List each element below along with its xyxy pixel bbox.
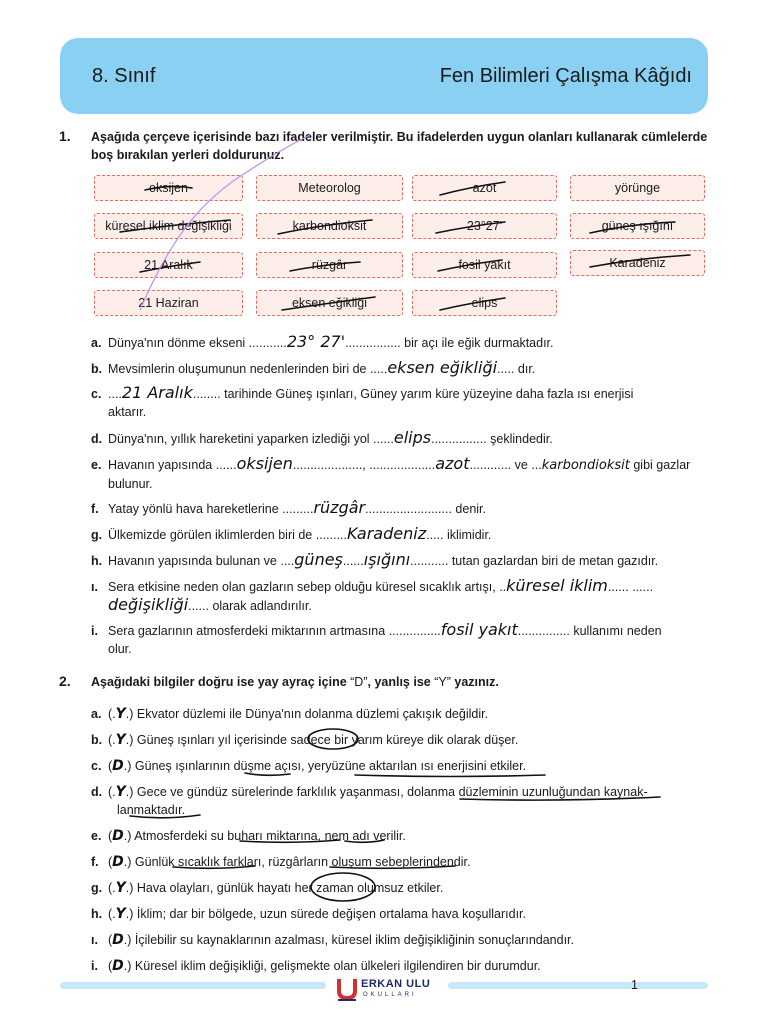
item-text: tarihinde Güneş ışınları, Güney yarım küre yüzeyine daha fazla ısı enerjisi xyxy=(220,387,634,401)
item-label: a. xyxy=(91,707,102,721)
handwritten-answer: fosil yakıt xyxy=(440,620,518,639)
item-text: ve xyxy=(511,458,532,472)
word-box: güneş ışığını xyxy=(570,213,705,239)
true-mark: “D” xyxy=(350,675,368,689)
item-text: kullanımı neden xyxy=(569,624,662,638)
handwritten-answer: Y xyxy=(115,880,126,896)
footer-bar-left xyxy=(60,982,326,989)
item-text: Yatay yönlü hava hareketlerine xyxy=(108,502,283,516)
handwritten-answer: D xyxy=(112,958,124,974)
logo-name: ERKAN ULU xyxy=(361,978,431,990)
question-1-text: Aşağıda çerçeve içerisinde bazı ifadeler verilmiştir. Bu ifadelerden uygun olanları kullanarak cümlelerde boş bırakılan yerleri doldurunuz. xyxy=(91,130,708,162)
statement-text: İçilebilir su kaynaklarının azalması, küresel iklim değişikliğinin sonuçlarındandır. xyxy=(131,933,574,947)
handwritten-answer: Y xyxy=(115,732,126,748)
handwritten-answer: D xyxy=(112,828,124,844)
item-label: c. xyxy=(91,387,102,401)
paren-close: .) xyxy=(123,959,132,973)
item-label: f. xyxy=(91,855,99,869)
item-text: Ülkemizde görülen iklimlerden biri de xyxy=(108,528,316,542)
paren-open: (. xyxy=(108,733,116,747)
word-box: 21 Aralık xyxy=(94,252,243,278)
item-label: g. xyxy=(91,881,103,895)
blank-dots: ...... xyxy=(215,458,237,472)
item-text: iklimidir. xyxy=(443,528,492,542)
word-box: oksijen xyxy=(94,175,243,201)
handwritten-answer: ışığını xyxy=(363,550,411,569)
item-text: Dünya'nın dönme ekseni xyxy=(108,336,249,350)
handwritten-answer: değişikliği xyxy=(108,595,189,614)
paren-open: (. xyxy=(108,907,116,921)
blank-dots: ............... xyxy=(388,624,441,638)
handwritten-answer: oksijen xyxy=(236,454,293,473)
paren-close: .) xyxy=(123,933,132,947)
item-text: tutan gazlardan biri de metan gazıdır. xyxy=(448,554,659,568)
statement-text: Günlük sıcaklık farkları, rüzgârların oluşum sebeplerindendir. xyxy=(131,855,471,869)
statement-text: Hava olayları, günlük hayatı her zaman olumsuz etkiler. xyxy=(133,881,444,895)
item-text: Dünya'nın, yıllık hareketini yaparken izlediği yol xyxy=(108,432,374,446)
school-logo xyxy=(336,976,432,1004)
item-label: h. xyxy=(91,907,103,921)
item-text: aktarır. xyxy=(108,405,147,419)
word-box: eksen eğikliği xyxy=(256,290,403,316)
blank-dots: ............... xyxy=(517,624,570,638)
handwritten-answer: D xyxy=(112,932,124,948)
word-box: Meteorolog xyxy=(256,175,403,201)
blank-dots: ...... xyxy=(373,432,394,446)
item-label: e. xyxy=(91,829,102,843)
blank-dots: ..... xyxy=(369,362,388,376)
item-text: şeklindedir. xyxy=(486,432,553,446)
paren-open: (. xyxy=(108,707,116,721)
statement-text: Gece ve gündüz sürelerinde farklılık yaşanması, dolanma düzleminin uzunluğundan kaynak- xyxy=(133,785,648,799)
blank-dots: ................ xyxy=(431,432,487,446)
item-label: d. xyxy=(91,785,103,799)
item-label: ı. xyxy=(91,580,98,594)
item-label: g. xyxy=(91,528,103,542)
item-text: Havanın yapısında xyxy=(108,458,216,472)
worksheet-title: Fen Bilimleri Çalışma Kâğıdı xyxy=(439,65,692,87)
item-label: i. xyxy=(91,959,98,973)
instruction-text: Aşağıdaki bilgiler doğru ise yay ayraç içine xyxy=(91,675,351,689)
paren-open: ( xyxy=(108,959,113,973)
word-box: 23°27' xyxy=(412,213,557,239)
item-text: bulunur. xyxy=(108,477,153,491)
handwritten-answer: azot xyxy=(435,454,470,473)
handwritten-answer: 21 Aralık xyxy=(121,383,193,402)
blank-dots: ...... xyxy=(188,599,209,613)
blank-dots: ................ xyxy=(345,336,401,350)
blank-dots: .... xyxy=(280,554,295,568)
word-box: azot xyxy=(412,175,557,201)
blank-dots: ............ xyxy=(469,458,512,472)
blank-dots: ... xyxy=(531,458,542,472)
grade-label: 8. Sınıf xyxy=(92,65,156,87)
logo-icon xyxy=(336,976,358,1002)
handwritten-answer: güneş xyxy=(294,550,343,569)
word-box: yörünge xyxy=(570,175,705,201)
item-text: Sera gazlarının atmosferdeki miktarının artmasına xyxy=(108,624,389,638)
item-label: c. xyxy=(91,759,102,773)
item-label: a. xyxy=(91,336,102,350)
paren-close: .) xyxy=(123,829,132,843)
blank-dots: ..... xyxy=(497,362,515,376)
item-text: gibi gazlar xyxy=(629,458,691,472)
blank-dots: .... xyxy=(108,387,122,401)
blank-dots: .. xyxy=(499,580,507,594)
item-label: ı. xyxy=(91,933,98,947)
blank-dots: ......................... xyxy=(365,502,452,516)
statement-text: Küresel iklim değişikliği, gelişmekte olan ülkeleri ilgilendiren bir durumdur. xyxy=(131,959,541,973)
instruction-text: , yanlış ise xyxy=(367,675,435,689)
handwritten-answer: Y xyxy=(115,706,126,722)
item-text: olur. xyxy=(108,642,132,656)
item-text: denir. xyxy=(451,502,486,516)
blank-dots: ..... xyxy=(426,528,444,542)
handwritten-answer: Y xyxy=(115,906,126,922)
item-text: Havanın yapısında bulunan ve xyxy=(108,554,281,568)
paren-open: ( xyxy=(108,829,113,843)
blank-dots: ......... xyxy=(282,502,314,516)
paren-open: (. xyxy=(108,785,116,799)
paren-close: .) xyxy=(123,855,132,869)
item-label: f. xyxy=(91,502,99,516)
paren-open: ( xyxy=(108,855,113,869)
handwritten-answer: 23° 27' xyxy=(286,332,346,351)
word-box: küresel iklim değişikliği xyxy=(94,213,243,239)
false-mark: “Y” xyxy=(434,675,451,689)
handwritten-answer: rüzgâr xyxy=(313,498,366,517)
paren-open: (. xyxy=(108,881,116,895)
item-text: bir açı ile eğik durmaktadır. xyxy=(400,336,554,350)
word-box: elips xyxy=(412,290,557,316)
item-text: dır. xyxy=(514,362,536,376)
word-box: Karadeniz xyxy=(570,250,705,276)
blank-dots: ........... xyxy=(410,554,449,568)
item-text: olarak adlandırılır. xyxy=(208,599,312,613)
item-label: d. xyxy=(91,432,103,446)
item-label: i. xyxy=(91,624,98,638)
item-label: h. xyxy=(91,554,103,568)
page-number: 1 xyxy=(631,978,638,992)
footer-bar-right xyxy=(448,982,708,989)
paren-close: .) xyxy=(125,907,134,921)
handwritten-answer: D xyxy=(112,854,124,870)
paren-close: .) xyxy=(125,707,134,721)
handwritten-answer: küresel iklim xyxy=(506,576,608,595)
question-2-number: 2. xyxy=(59,673,71,689)
question-1-number: 1. xyxy=(59,128,71,144)
blank-dots: ........ xyxy=(192,387,221,401)
handwritten-answer: D xyxy=(112,758,124,774)
item-text: Mevsimlerin oluşumunun nedenlerinden biri de xyxy=(108,362,370,376)
paren-close: .) xyxy=(125,881,134,895)
word-box: rüzgâr xyxy=(256,252,403,278)
handwritten-answer: elips xyxy=(393,428,432,447)
blank-dots: ...................., ................... xyxy=(292,458,436,472)
statement-text: İklim; dar bir bölgede, uzun sürede değişen ortalama hava koşullarıdır. xyxy=(133,907,526,921)
blank-dots: ...... ...... xyxy=(607,580,654,594)
item-label: e. xyxy=(91,458,102,472)
statement-text: lanmaktadır. xyxy=(117,803,186,817)
instruction-text: yazınız. xyxy=(450,675,499,689)
logo-subtitle: OKULLARI xyxy=(363,992,417,998)
paren-close: .) xyxy=(125,733,134,747)
item-text: Sera etkisine neden olan gazların sebep olduğu küresel sıcaklık artışı, xyxy=(108,580,500,594)
handwritten-answer: Karadeniz xyxy=(347,524,427,543)
paren-close: .) xyxy=(123,759,132,773)
item-label: b. xyxy=(91,362,103,376)
statement-text: Atmosferdeki su buharı miktarına, nem adı verilir. xyxy=(131,829,406,843)
word-box: karbondioksit xyxy=(256,213,403,239)
item-label: b. xyxy=(91,733,103,747)
paren-open: ( xyxy=(108,933,113,947)
blank-dots: ...... xyxy=(342,554,364,568)
statement-text: Güneş ışınlarının düşme açısı, yeryüzüne aktarılan ısı enerjisini etkiler. xyxy=(131,759,527,773)
word-box: fosil yakıt xyxy=(412,252,557,278)
handwritten-answer: Y xyxy=(115,784,126,800)
blank-dots: ......... xyxy=(315,528,347,542)
statement-text: Ekvator düzlemi ile Dünya'nın dolanma düzlemi çakışık değildir. xyxy=(133,707,489,721)
handwritten-answer: karbondioksit xyxy=(541,458,630,473)
paren-open: ( xyxy=(108,759,113,773)
word-box: 21 Haziran xyxy=(94,290,243,316)
paren-close: .) xyxy=(125,785,134,799)
handwritten-answer: eksen eğikliği xyxy=(387,358,498,377)
blank-dots: ........... xyxy=(248,336,287,350)
statement-text: Güneş ışınları yıl içerisinde sadece bir yarım küreye dik olarak düşer. xyxy=(133,733,519,747)
